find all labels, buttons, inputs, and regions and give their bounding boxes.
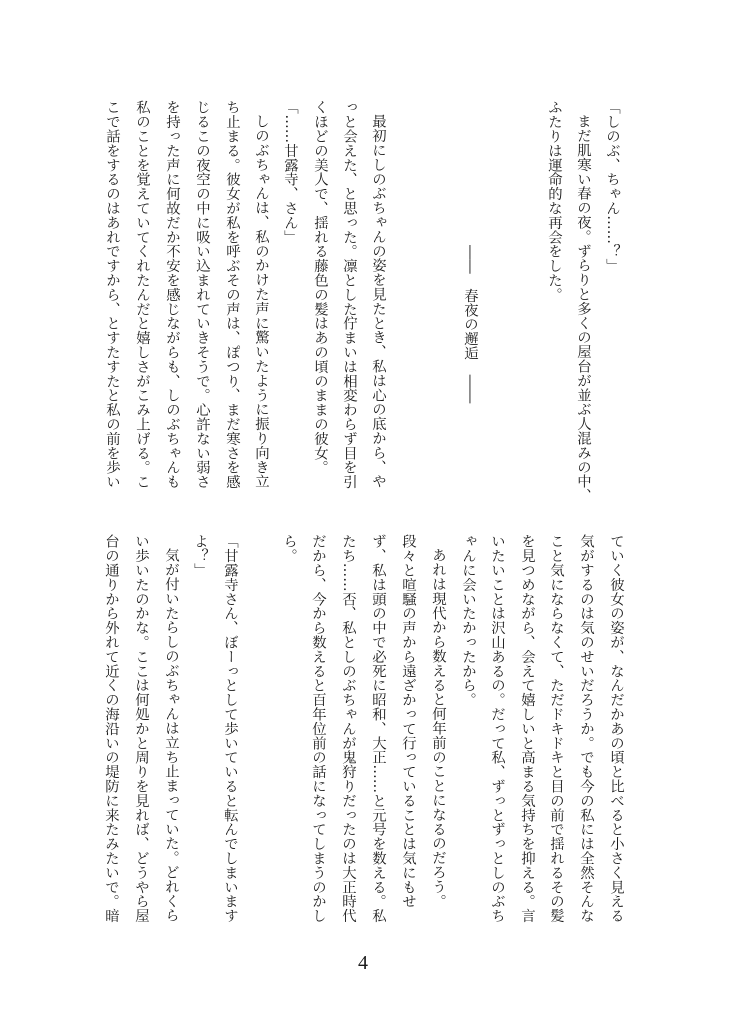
text-line: い歩いたのかな。ここは何処かと周りを見れば、どうやら屋 <box>133 534 149 923</box>
text-line: よ？」 <box>192 534 208 578</box>
text-line: 私のことを覚えていてくれたんだと嬉しさがこみ上げる。こ <box>134 100 150 489</box>
text-line: 最初にしのぶちゃんの姿を見たとき、私は心の底から、や <box>370 114 386 489</box>
text-line: まだ肌寒い春の夜。ずらりと多くの屋台が並ぶ人混みの中、 <box>575 114 591 504</box>
text-line: 台の通りから外れて近くの海沿いの堤防に来たみたいで。暗 <box>103 534 119 923</box>
text-line: ず、私は頭の中で必死に昭和、大正……と元号を数える。私 <box>370 534 386 923</box>
text-line: こと気にならなくて、ただドキドキと目の前で揺れるその髪 <box>548 534 564 923</box>
text-line: 「しのぶ、ちゃん……？」 <box>604 100 620 273</box>
text-line: っと会えた、と思った。凛とした佇まいは相変わらず目を引 <box>341 100 357 489</box>
text-line: くほどの美人で、揺れる藤色の髪はあの頃のままの彼女。 <box>312 100 328 475</box>
text-line: 段々と喧騒の声から遠ざかって行っていることは気にもせ <box>400 534 416 909</box>
text-line: を持った声に何故だか不安を感じながらも、しのぶちゃんも <box>164 100 180 489</box>
text-line: 気が付いたらしのぶちゃんは立ち止まっていた。どれくら <box>163 548 179 923</box>
text-line: ち止まる。彼女が私を呼ぶその声は、ぽつり、まだ寒さを感 <box>224 100 240 489</box>
text-line: ていく彼女の姿が、なんだかあの頃と比べると小さく見える <box>608 534 624 923</box>
text-line: こで話をするのはあれですから、とすたすたと私の前を歩い <box>104 100 120 489</box>
text-line: あれは現代から数えると何年前のことになるのだろう。 <box>430 548 446 909</box>
text-line: ふたりは運命的な再会をした。 <box>546 100 562 302</box>
text-line: だから、今から数えると百年位前の話になってしまうのかし <box>310 534 326 923</box>
text-line: を見つめながら、会えて嬉しいと高まる気持ちを抑える。言 <box>519 534 535 923</box>
text-line: ゃんに会いたかったから。 <box>460 534 476 707</box>
section-heading: ―― 春夜の邂逅 ―― <box>462 245 478 404</box>
text-line: ら。 <box>281 534 297 563</box>
text-line: いたいことは沢山あるの。だって私、ずっとずっとしのぶち <box>489 534 505 923</box>
text-line: たち……否、私としのぶちゃんが鬼狩りだったのは大正時代 <box>340 534 356 923</box>
page-number: 4 <box>358 952 368 974</box>
text-line: 気がするのは気のせいだろうか。でも今の私には全然そんな <box>578 534 594 923</box>
text-line: じるこの夜空の中に吸い込まれていきそうで。心許ない弱さ <box>194 100 210 489</box>
text-line: 「……甘露寺、さん」 <box>282 100 298 244</box>
text-line: 「甘露寺さん、ぼーっとして歩いていると転んでしまいます <box>222 534 238 923</box>
text-line: しのぶちゃんは、私のかけた声に驚いたように振り向き立 <box>253 114 269 489</box>
